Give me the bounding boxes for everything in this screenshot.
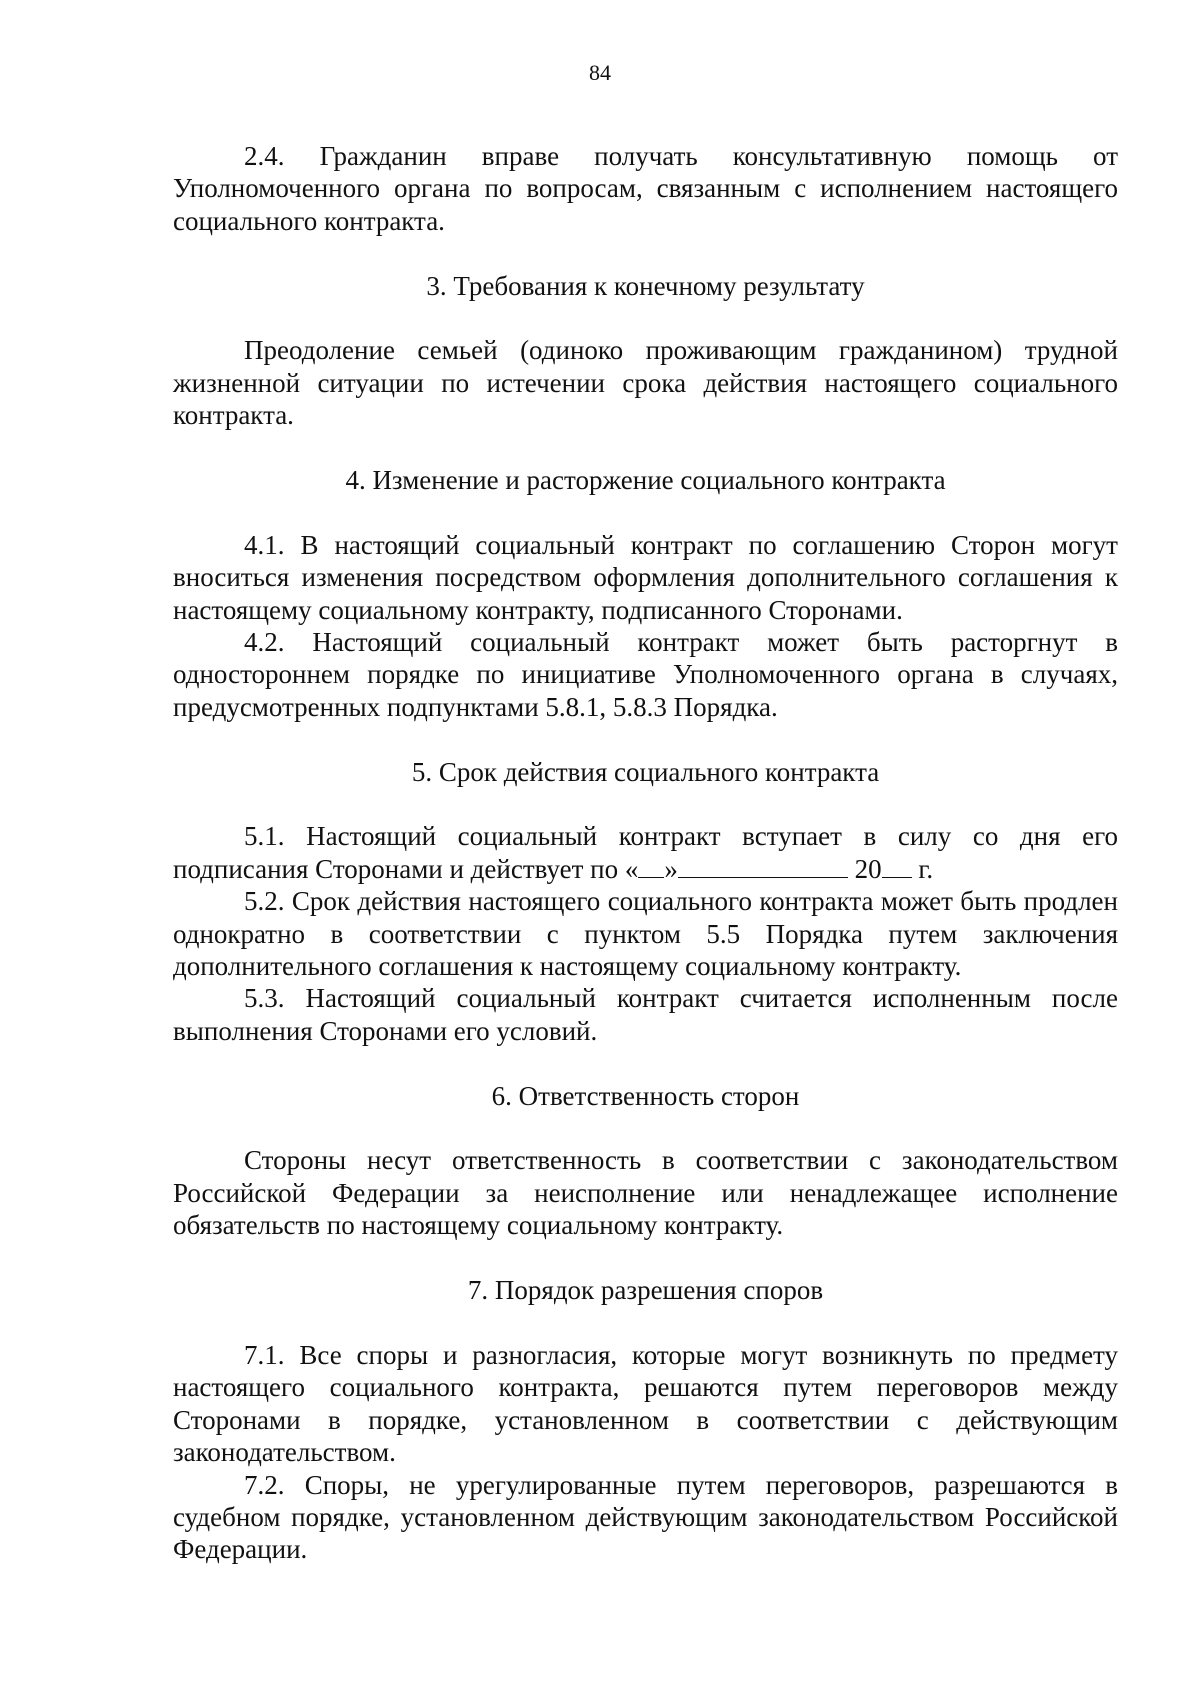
- document-body: [173, 140, 1118, 1566]
- spacer: [173, 1047, 1118, 1079]
- spacer: [173, 237, 1118, 269]
- date-quote-open: «: [624, 853, 639, 884]
- paragraph-5-2: 5.2. Срок действия настоящего социального контракта может быть продлен однократно в соответствии с пунктом 5.5 Порядка путем заключения дополнительного соглашения к настоящему социальному контракту.: [173, 886, 1118, 982]
- page-number: 84: [589, 60, 611, 85]
- spacer: [173, 788, 1118, 820]
- year-blank: [882, 855, 912, 878]
- year-suffix: г.: [918, 853, 934, 884]
- paragraph-3-1: Преодоление семьей (одиноко проживающим гражданином) трудной жизненной ситуации по истечении срока действия настоящего социального контракта.: [173, 335, 1118, 431]
- paragraph-4-2: 4.2. Настоящий социальный контракт может быть расторгнут в одностороннем порядке по инициативе Уполномоченного органа в случаях, предусмотренных подпунктами 5.8.1, 5.8.3 Порядка.: [173, 627, 1118, 722]
- spacer: [173, 1112, 1118, 1144]
- paragraph-4-1: 4.1. В настоящий социальный контракт по соглашению Сторон могут вноситься изменения посредством оформления дополнительного соглашения к настоящему социальному контракту, подписанного Сторонами.: [173, 529, 1118, 625]
- section-7-heading: 7. Порядок разрешения споров: [467, 1275, 824, 1306]
- paragraph-6-1: Стороны несут ответственность в соответствии с законодательством Российской Федерации за неисполнение или ненадлежащее исполнение обязательств по настоящему социальному контракту.: [173, 1145, 1118, 1241]
- year-prefix: 20: [854, 853, 882, 884]
- spacer: [173, 723, 1118, 755]
- paragraph-5-3: 5.3. Настоящий социальный контракт считается исполненным после выполнения Сторонами его условий.: [173, 983, 1118, 1046]
- paragraph-2-4: 2.4. Гражданин вправе получать консультативную помощь от Уполномоченного органа по вопросам, связанным с исполнением настоящего социального контракта.: [173, 141, 1118, 236]
- month-blank: [678, 855, 848, 878]
- date-quote-close: »: [664, 853, 678, 884]
- day-blank: [638, 855, 664, 878]
- section-3-heading: 3. Требования к конечному результату: [426, 270, 865, 301]
- paragraph-7-2: 7.2. Споры, не урегулированные путем переговоров, разрешаются в судебном порядке, установленном действующим законодательством Российской Федерации.: [173, 1469, 1118, 1565]
- spacer: [173, 496, 1118, 528]
- spacer: [173, 432, 1118, 464]
- paragraph-5-1-text: 5.1. Настоящий социальный контракт вступает в силу со дня его подписания Сторонами и действует по: [173, 821, 1118, 884]
- paragraph-7-1: 7.1. Все споры и разногласия, которые могут возникнуть по предмету настоящего социального контракта, решаются путем переговоров между Сторонами в порядке, установленном в соответствии с действующим законодательством.: [173, 1339, 1118, 1468]
- spacer: [173, 1242, 1118, 1274]
- section-5-heading: 5. Срок действия социального контракта: [411, 756, 880, 787]
- spacer: [173, 1306, 1118, 1338]
- spacer: [173, 302, 1118, 334]
- paragraph-5-1: [173, 820, 1118, 885]
- section-6-heading: 6. Ответственность сторон: [491, 1080, 800, 1111]
- section-4-heading: 4. Изменение и расторжение социального контракта: [345, 465, 946, 496]
